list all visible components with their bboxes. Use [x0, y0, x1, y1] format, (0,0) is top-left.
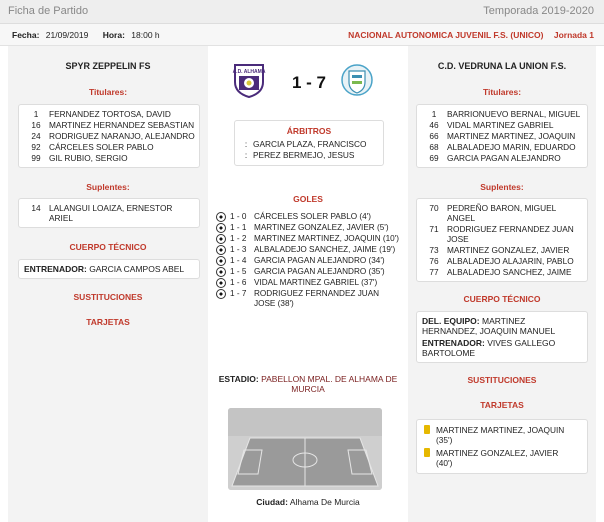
- player-row[interactable]: 71 RODRIGUEZ FERNANDEZ JUAN JOSE: [429, 224, 574, 244]
- round-label: Jornada 1: [553, 30, 594, 40]
- final-score: 1 - 7: [291, 73, 327, 92]
- goals-title: GOLES: [293, 194, 323, 204]
- away-staff-box: [416, 311, 588, 363]
- player-row[interactable]: 16 MARTINEZ HERNANDEZ SEBASTIAN: [31, 120, 195, 130]
- home-substitutions-title: SUSTITUCIONES: [73, 292, 143, 302]
- home-shield-icon: [232, 62, 266, 98]
- match-info-row: [0, 24, 604, 46]
- ball-icon: [216, 267, 226, 277]
- player-row[interactable]: 99 GIL RUBIO, SERGIO: [31, 153, 128, 163]
- page-title: Ficha de Partido: [8, 5, 89, 17]
- away-shield-icon: [340, 62, 374, 98]
- ball-icon: [216, 289, 226, 299]
- player-row[interactable]: 76 ALBALADEJO ALAJARIN, PABLO: [429, 256, 574, 266]
- home-team-name[interactable]: SPYR ZEPPELIN FS: [65, 61, 151, 71]
- goal-row: 1 - 2 MARTINEZ MARTINEZ, JOAQUIN (10'): [216, 234, 402, 244]
- home-starters-list: [18, 104, 200, 168]
- player-row[interactable]: 70 PEDREÑO BARON, MIGUEL ANGEL: [429, 203, 556, 223]
- city-label: Ciudad:: [256, 497, 288, 507]
- ball-icon: [216, 245, 226, 255]
- time-label: Hora:: [102, 30, 125, 40]
- home-staff-title: CUERPO TÉCNICO: [69, 242, 147, 252]
- match-center-column: [210, 46, 406, 522]
- card-row[interactable]: MARTINEZ GONZALEZ, JAVIER (40'): [421, 448, 583, 468]
- player-row[interactable]: 68 ALBALADEJO MARIN, EDUARDO: [429, 142, 576, 152]
- away-team-name[interactable]: C.D. VEDRUNA LA UNION F.S.: [437, 61, 567, 71]
- match-sheet-header: [0, 0, 604, 24]
- player-row[interactable]: 69 GARCIA PAGAN ALEJANDRO: [429, 153, 561, 163]
- home-subs-list: [18, 198, 200, 228]
- home-starters-title: Titulares:: [88, 87, 128, 97]
- home-coach: GARCIA CAMPOS ABEL: [89, 264, 185, 274]
- away-team-badge[interactable]: [340, 62, 374, 96]
- competition-name[interactable]: NACIONAL AUTONOMICA JUVENIL F.S. (UNICO): [348, 30, 544, 40]
- home-staff-box: [18, 259, 200, 279]
- pitch-icon: [228, 408, 382, 490]
- ball-icon: [216, 212, 226, 222]
- card-row[interactable]: MARTINEZ MARTINEZ, JOAQUIN (35'): [421, 425, 583, 445]
- away-staff-title: CUERPO TÉCNICO: [463, 294, 541, 304]
- player-row[interactable]: 66 MARTINEZ MARTINEZ, JOAQUIN: [429, 131, 576, 141]
- away-substitutions-title: SUSTITUCIONES: [467, 375, 537, 385]
- yellow-card-icon: [424, 448, 430, 457]
- player-row[interactable]: 46 VIDAL MARTINEZ GABRIEL: [429, 120, 554, 130]
- away-starters-title: Titulares:: [482, 87, 522, 97]
- player-row[interactable]: 24 RODRIGUEZ NARANJO, ALEJANDRO: [31, 131, 195, 141]
- player-row[interactable]: 92 CÁRCELES SOLER PABLO: [31, 142, 154, 152]
- away-cards-list: [416, 419, 588, 474]
- goal-row: 1 - 7 RODRIGUEZ FERNANDEZ JUAN JOSE (38'): [216, 289, 402, 308]
- goal-row: 1 - 6 VIDAL MARTINEZ GABRIEL (37'): [216, 278, 402, 288]
- home-team-column: [8, 46, 208, 522]
- player-row[interactable]: 1 FERNANDEZ TORTOSA, DAVID: [33, 109, 171, 119]
- stadium-link[interactable]: PABELLON MPAL. DE ALHAMA DE MURCIA: [261, 374, 398, 394]
- away-cards-title: TARJETAS: [480, 400, 524, 410]
- home-badge-text: A.D. ALHAMA: [232, 69, 266, 75]
- goal-row: 1 - 4 GARCIA PAGAN ALEJANDRO (34'): [216, 256, 402, 266]
- player-row[interactable]: 1 BARRIONUEVO BERNAL, MIGUEL: [431, 109, 581, 119]
- ball-icon: [216, 234, 226, 244]
- ball-icon: [216, 256, 226, 266]
- match-date: 21/09/2019: [45, 30, 89, 40]
- home-subs-title: Suplentes:: [86, 182, 130, 192]
- date-label: Fecha:: [12, 30, 40, 40]
- season-label: Temporada 2019-2020: [483, 5, 594, 17]
- ball-icon: [216, 278, 226, 288]
- city-info: [210, 497, 406, 507]
- goals-list: [216, 212, 402, 309]
- away-team-column: [408, 46, 596, 522]
- away-coach: VIVES GALLEGO BARTOLOME: [422, 338, 556, 358]
- goal-row: 1 - 3 ALBALADEJO SANCHEZ, JAIME (19'): [216, 245, 402, 255]
- player-row[interactable]: 14 LALANGUI LOAIZA, ERNESTOR ARIEL: [31, 203, 173, 223]
- delegate-label: DEL. EQUIPO:: [422, 316, 480, 326]
- yellow-card-icon: [424, 425, 430, 434]
- stadium-image: [228, 408, 382, 490]
- stadium-info: [214, 374, 402, 394]
- away-subs-list: [416, 198, 588, 282]
- away-subs-title: Suplentes:: [480, 182, 524, 192]
- referees-title: ÁRBITROS: [286, 126, 332, 136]
- stadium-label: ESTADIO:: [218, 374, 259, 384]
- referee-row: : GARCIA PLAZA, FRANCISCO: [244, 139, 367, 149]
- player-row[interactable]: 77 ALBALADEJO SANCHEZ, JAIME: [429, 267, 572, 277]
- goal-row: 1 - 1 MARTINEZ GONZALEZ, JAVIER (5'): [216, 223, 402, 233]
- player-row[interactable]: 73 MARTINEZ GONZALEZ, JAVIER: [429, 245, 570, 255]
- coach-label: ENTRENADOR:: [24, 264, 87, 274]
- referee-row: : PEREZ BERMEJO, JESUS: [244, 150, 355, 160]
- home-team-badge[interactable]: [232, 62, 266, 96]
- goal-row: 1 - 0 CÁRCELES SOLER PABLO (4'): [216, 212, 402, 222]
- city-name: Alhama De Murcia: [289, 497, 360, 507]
- coach-label: ENTRENADOR:: [422, 338, 485, 348]
- match-time: 18:00 h: [131, 30, 160, 40]
- goal-row: 1 - 5 GARCIA PAGAN ALEJANDRO (35'): [216, 267, 402, 277]
- away-starters-list: [416, 104, 588, 168]
- referees-box: [234, 120, 384, 166]
- ball-icon: [216, 223, 226, 233]
- away-delegate: MARTINEZ HERNANDEZ, JOAQUIN MANUEL: [422, 316, 556, 336]
- home-cards-title: TARJETAS: [86, 317, 130, 327]
